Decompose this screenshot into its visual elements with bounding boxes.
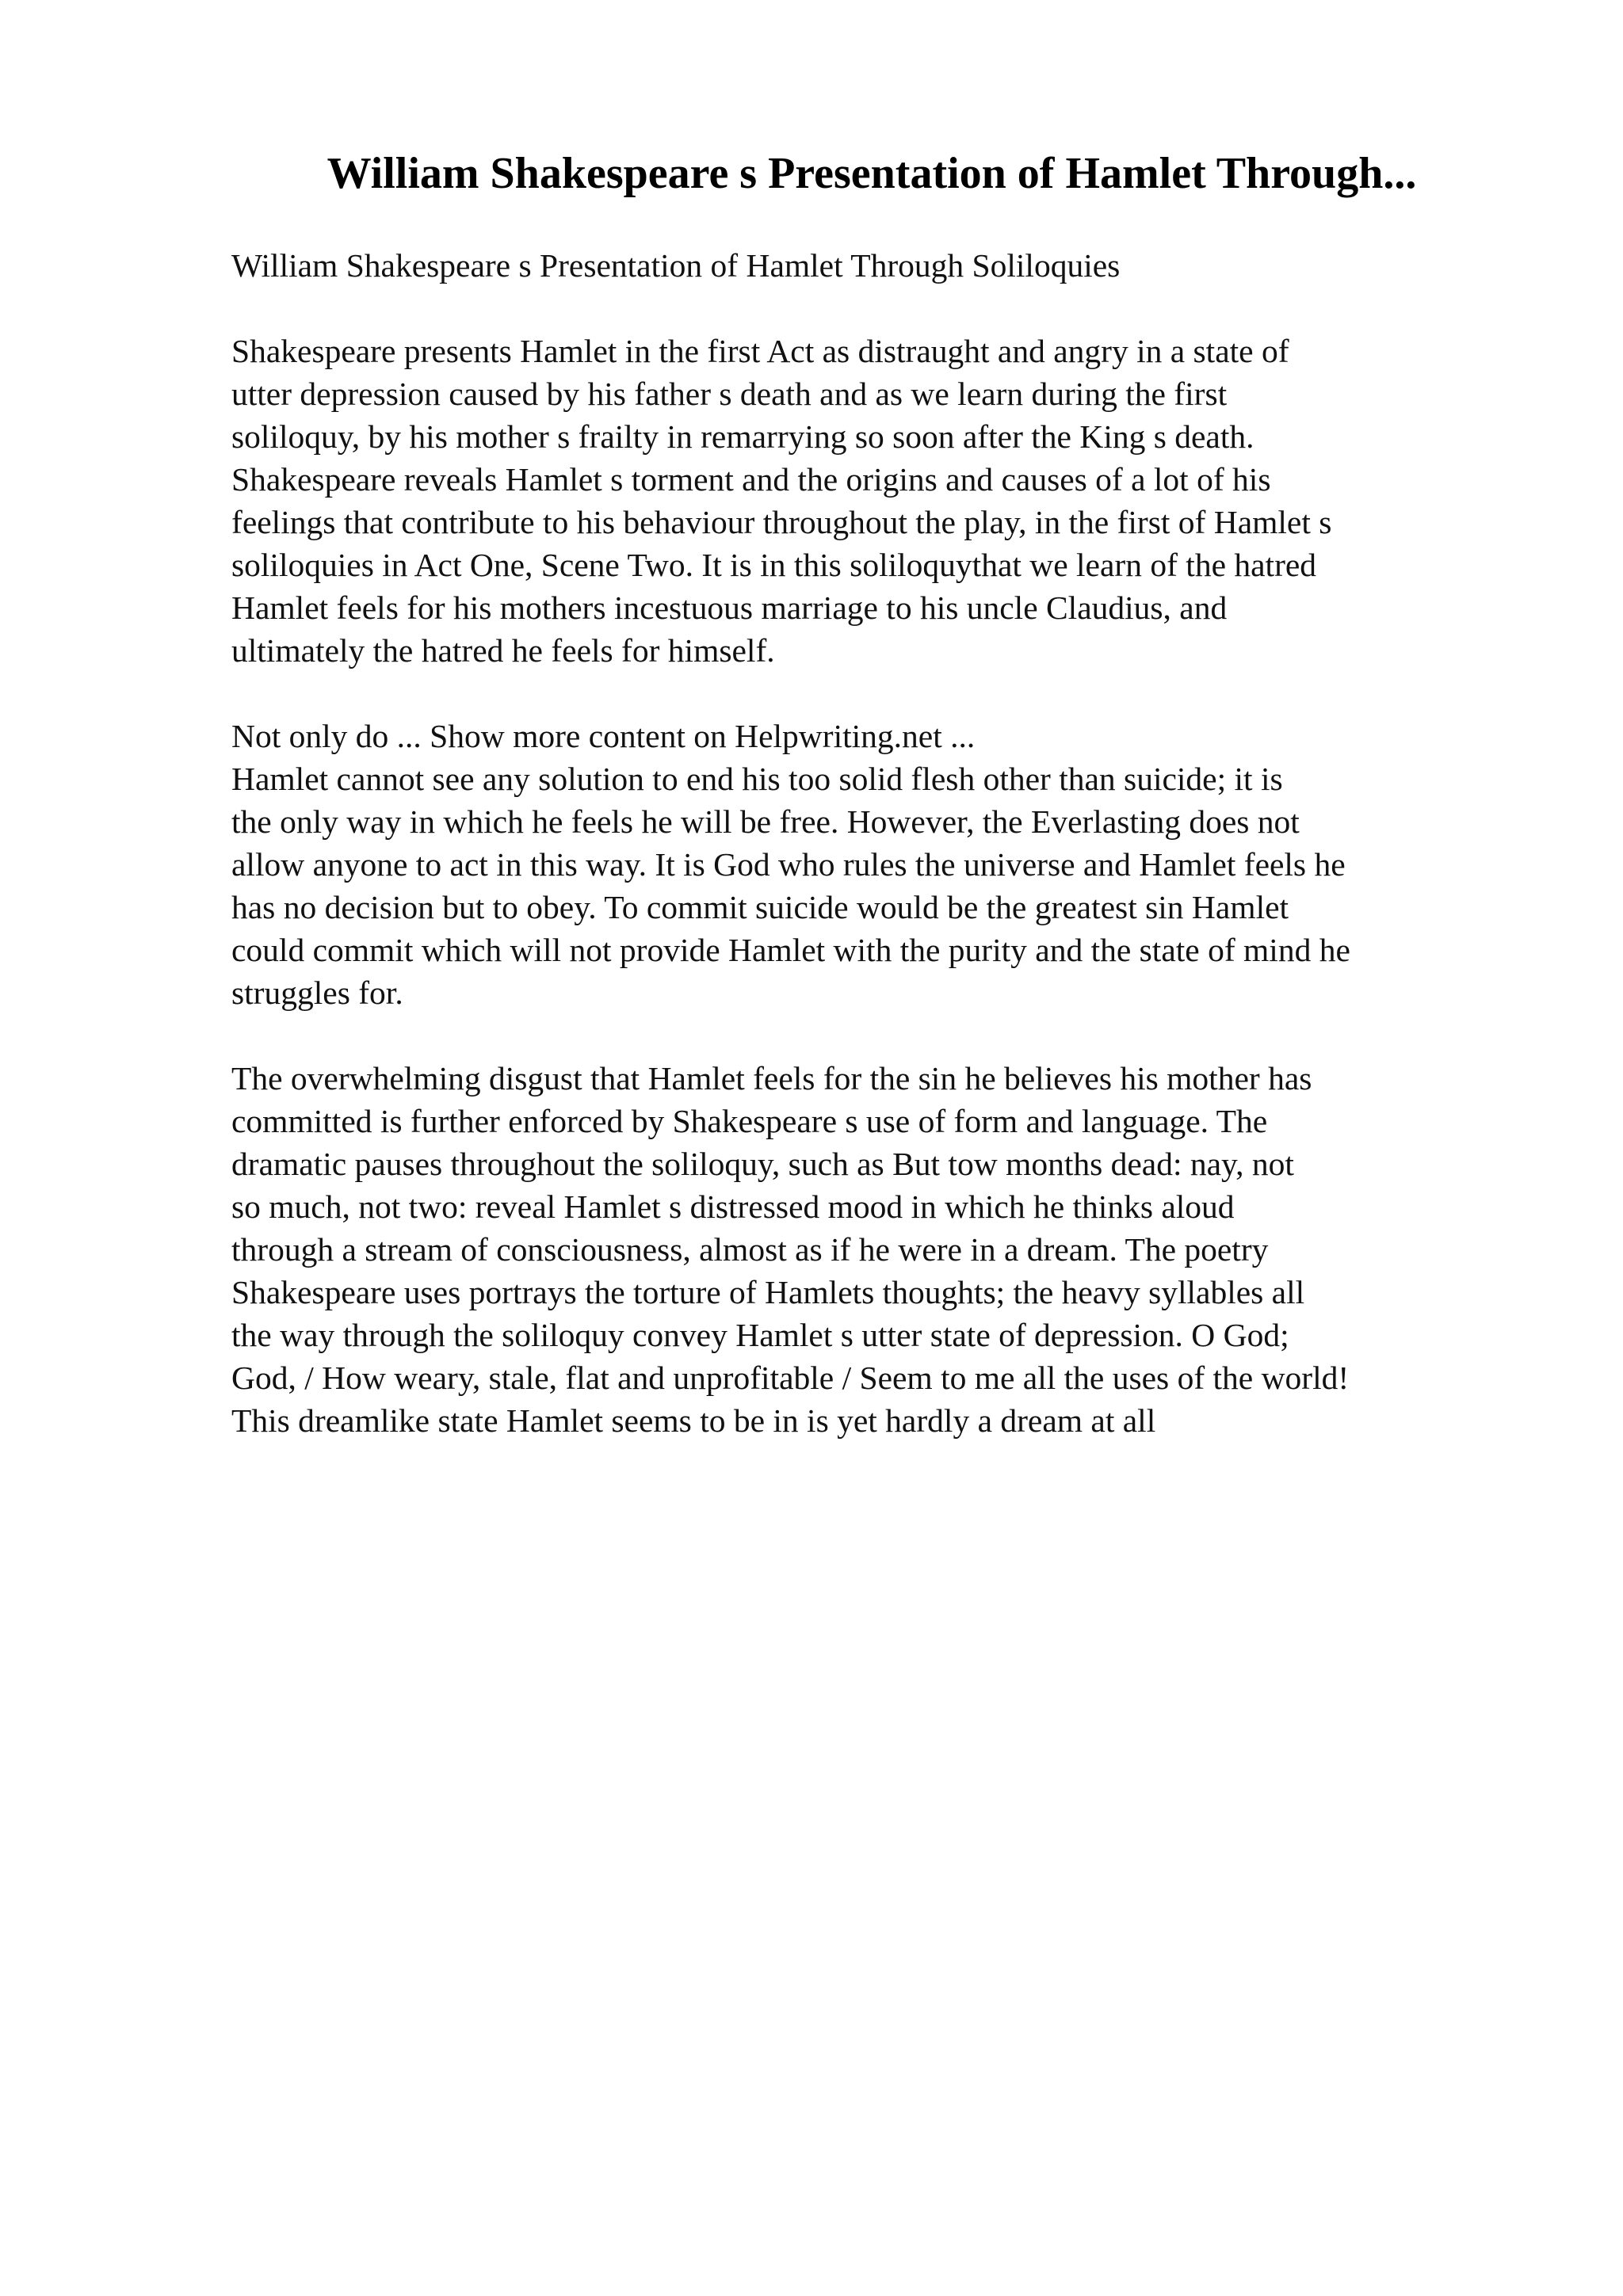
paragraph-3 xyxy=(231,1057,1594,1442)
paragraph-2 xyxy=(231,715,1594,1014)
paragraph-line: has no decision but to obey. To commit suicide would be the greatest sin Hamlet xyxy=(231,889,1289,925)
paragraph-line: the way through the soliloquy convey Hamlet s utter state of depression. O God; xyxy=(231,1317,1289,1353)
paragraph-spacer xyxy=(231,672,1594,715)
paragraph-line: could commit which will not provide Hamlet with the purity and the state of mind he xyxy=(231,932,1350,968)
paragraph-line: so much, not two: reveal Hamlet s distressed mood in which he thinks aloud xyxy=(231,1188,1235,1225)
paragraph-1 xyxy=(231,330,1594,672)
document-subtitle: William Shakespeare s Presentation of Hamlet Through Soliloquies xyxy=(231,247,1121,284)
paragraph-line: The overwhelming disgust that Hamlet feels for the sin he believes his mother has xyxy=(231,1060,1312,1097)
paragraph-line: through a stream of consciousness, almost as if he were in a dream. The poetry xyxy=(231,1231,1269,1268)
paragraph-line: soliloquies in Act One, Scene Two. It is in this soliloquythat we learn of the hatred xyxy=(231,547,1317,583)
paragraph-line: This dreamlike state Hamlet seems to be in is yet hardly a dream at all xyxy=(231,1402,1156,1439)
show-more-line: Not only do ... Show more content on Helpwriting.net ... xyxy=(231,718,976,754)
paragraph-line: committed is further enforced by Shakespeare s use of form and language. The xyxy=(231,1103,1268,1139)
paragraph-line: soliloquy, by his mother s frailty in remarrying so soon after the King s death. xyxy=(231,418,1254,455)
paragraph-line: Shakespeare presents Hamlet in the first Act as distraught and angry in a state of xyxy=(231,333,1289,369)
paragraph-line: Shakespeare reveals Hamlet s torment and the origins and causes of a lot of his xyxy=(231,461,1271,498)
paragraph-line: Hamlet cannot see any solution to end his too solid flesh other than suicide; it is xyxy=(231,761,1283,797)
paragraph-line: utter depression caused by his father s death and as we learn during the first xyxy=(231,376,1228,412)
paragraph-line: feelings that contribute to his behaviour throughout the play, in the first of Hamlet s xyxy=(231,504,1332,540)
paragraph-line: ultimately the hatred he feels for himself. xyxy=(231,632,775,669)
document-title: William Shakespeare s Presentation of Hamlet Through... xyxy=(327,149,1417,198)
paragraph-line: the only way in which he feels he will be free. However, the Everlasting does not xyxy=(231,803,1300,840)
document-body xyxy=(231,244,1594,1442)
paragraph-line: God, / How weary, stale, flat and unprofitable / Seem to me all the uses of the world! xyxy=(231,1360,1350,1396)
paragraph-line: dramatic pauses throughout the soliloquy, such as But tow months dead: nay, not xyxy=(231,1146,1294,1182)
paragraph-line: Hamlet feels for his mothers incestuous marriage to his uncle Claudius, and xyxy=(231,589,1228,626)
paragraph-line: Shakespeare uses portrays the torture of Hamlets thoughts; the heavy syllables all xyxy=(231,1274,1305,1310)
paragraph-line: struggles for. xyxy=(231,974,403,1011)
paragraph-spacer xyxy=(231,287,1594,330)
paragraph-spacer xyxy=(231,1014,1594,1057)
paragraph-line: allow anyone to act in this way. It is God who rules the universe and Hamlet feels he xyxy=(231,846,1346,883)
